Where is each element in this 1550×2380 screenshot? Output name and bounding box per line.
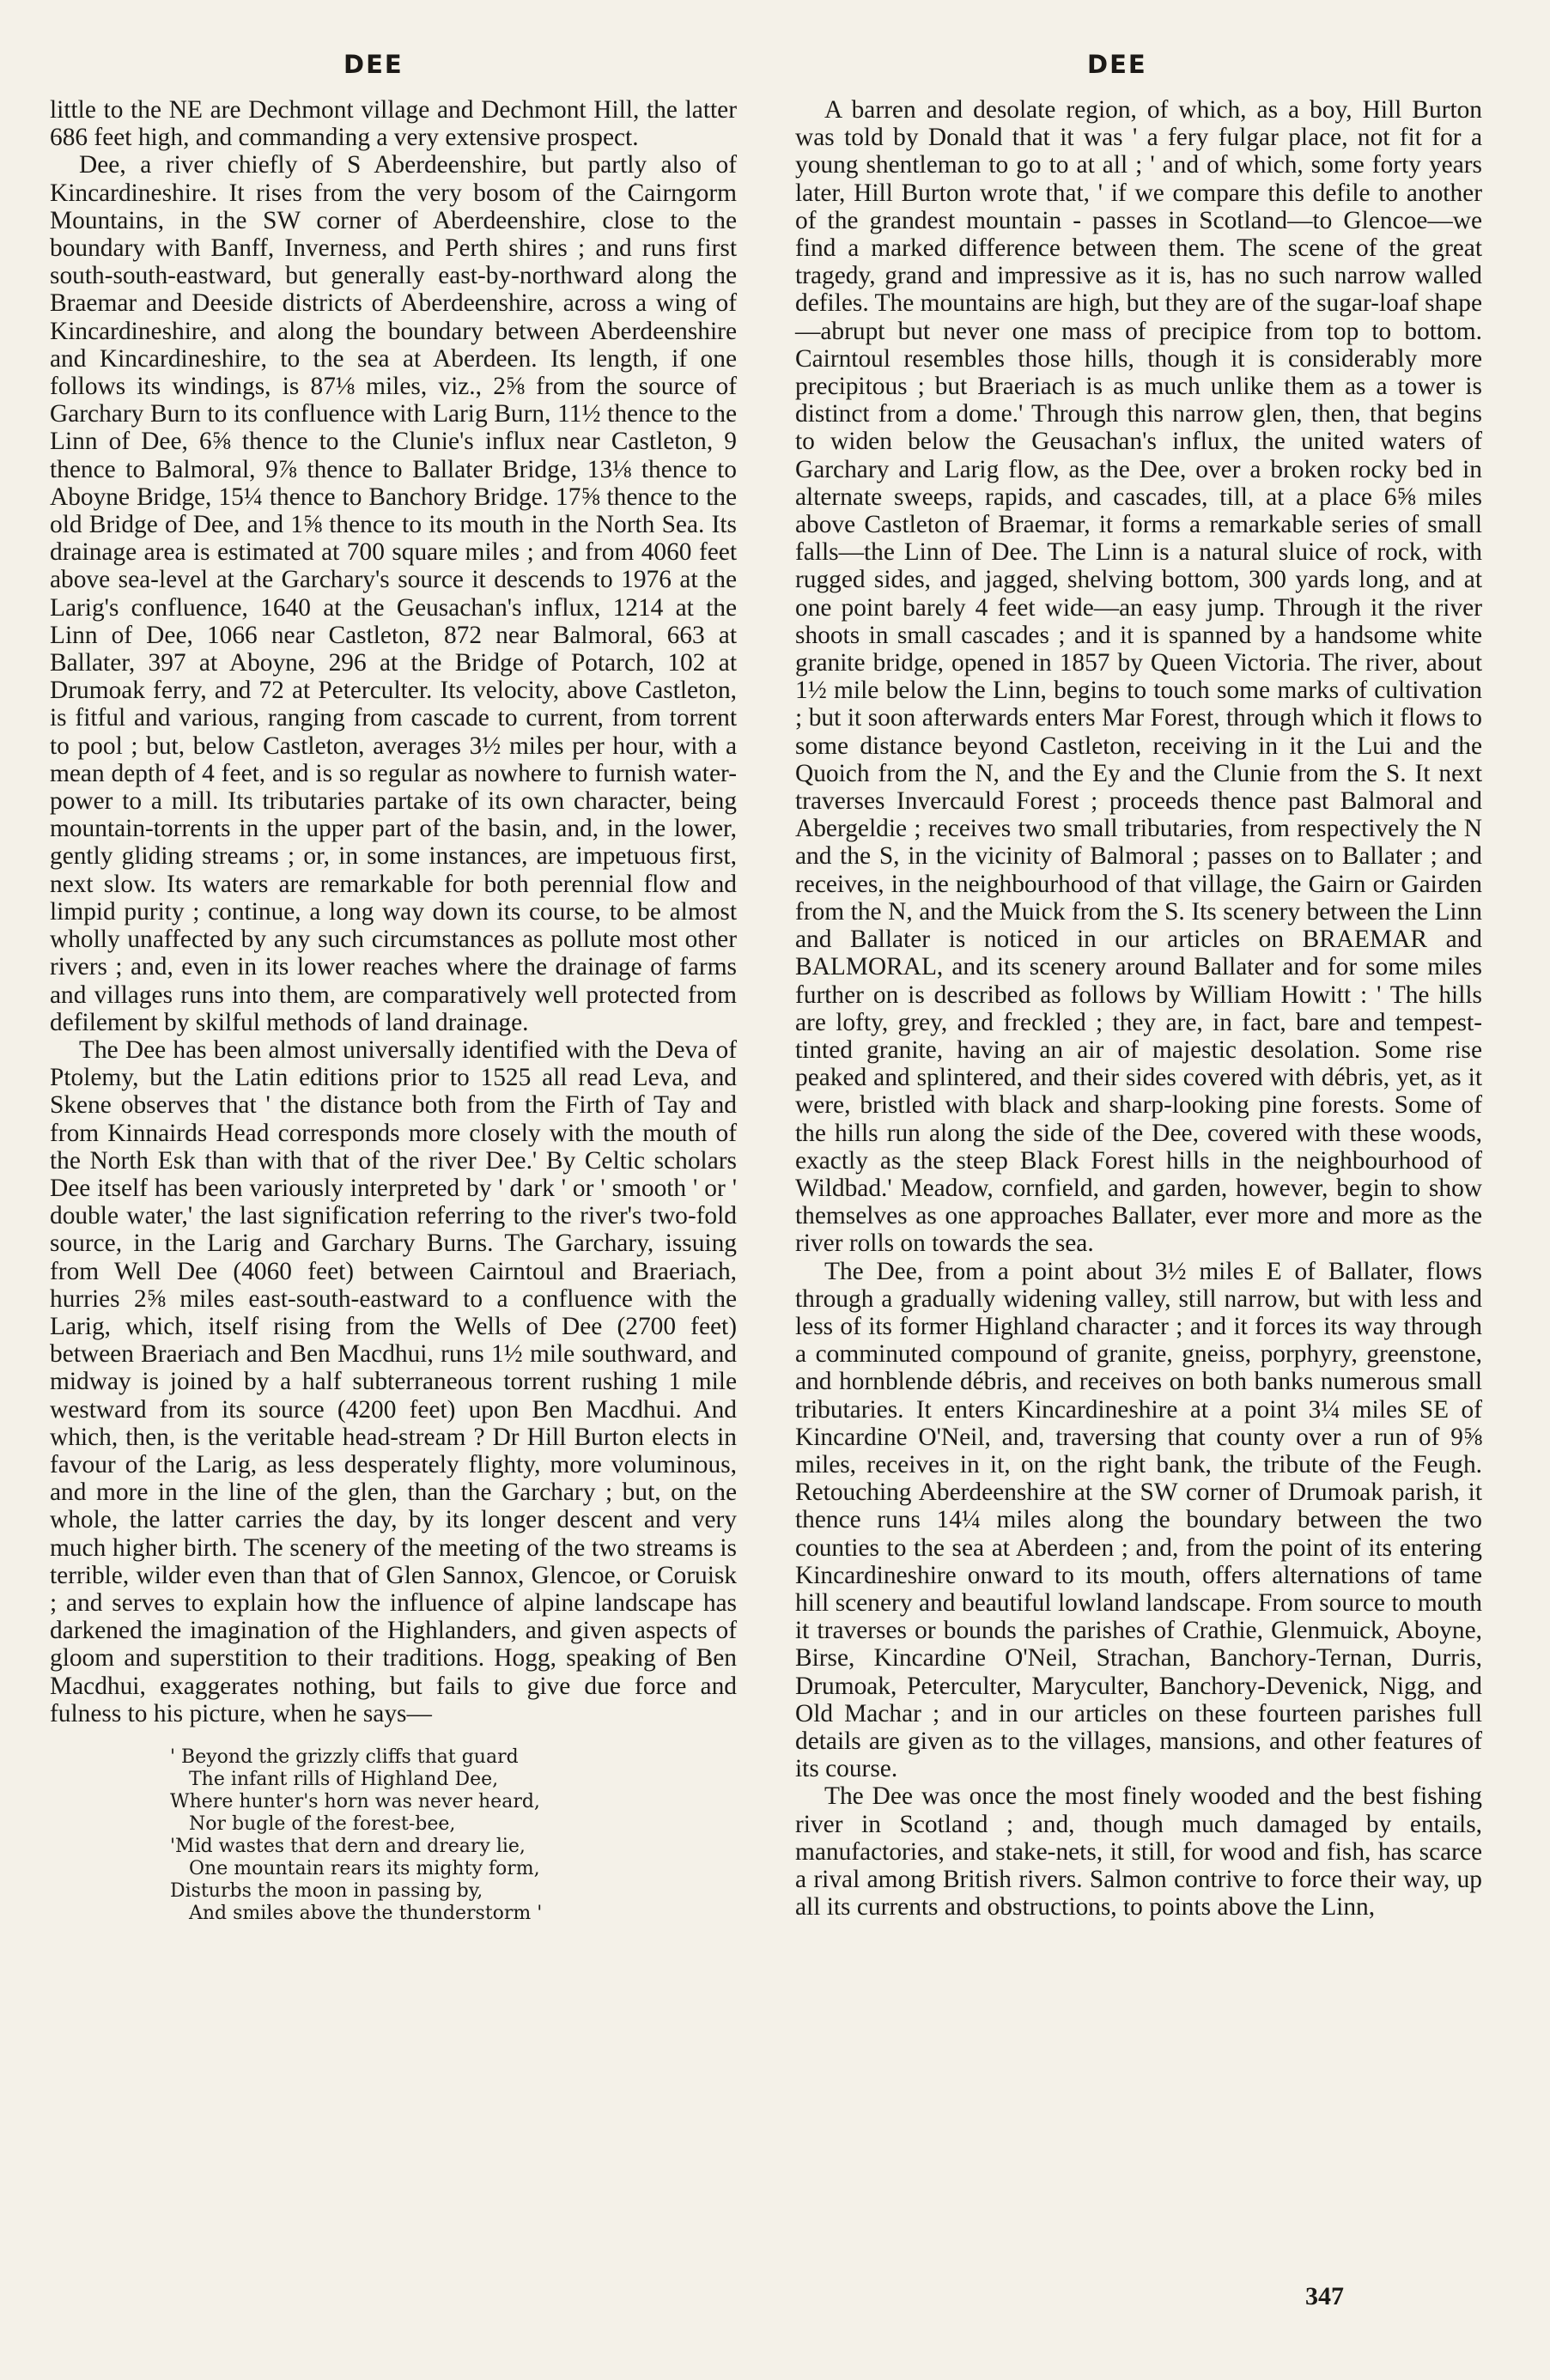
verse-line: Where hunter's horn was never heard, xyxy=(170,1790,540,1812)
verse-line: Nor bugle of the forest-bee, xyxy=(189,1812,456,1835)
verse-line: And smiles above the thunderstorm ' xyxy=(189,1902,543,1924)
running-header-left: DEE xyxy=(343,50,404,79)
paragraph: little to the NE are Dechmont village and Dechmont Hill, the latter 686 feet high, and commanding a very extensive prospect. xyxy=(50,96,737,152)
verse-line: Disturbs the moon in passing by, xyxy=(170,1879,483,1902)
right-column xyxy=(795,96,1482,1921)
verse-line: The infant rills of Highland Dee, xyxy=(189,1768,499,1790)
page-number: 347 xyxy=(1305,2282,1344,2310)
paragraph: The Dee has been almost universally identified with the Deva of Ptolemy, but the Latin editions prior to 1525 all read Leva, and Skene observes that ' the distance both from the Firth of Tay and from Kinnairds Head corresponds more closely with the mouth of the North Esk than with that of the river Dee.' By Celtic scholars Dee itself has been variously interpreted by ' dark ' or ' smooth ' or ' double water,' the last signification referring to the river's two-fold source, in the Larig and Garchary Burns. The Garchary, issuing from Well Dee (4060 feet) between Cairntoul and Braeriach, hurries 2⅝ miles east-south-eastward to a confluence with the Larig, which, itself rising from the Wells of Dee (2700 feet) between Braeriach and Ben Macdhui, runs 1½ mile southward, and midway is joined by a half subterraneous torrent rushing 1 mile westward from its source (4200 feet) upon Ben Macdhui. And which, then, is the veritable head-stream ? Dr Hill Burton elects in favour of the Larig, as less desperately flighty, more voluminous, and more in the line of the glen, than the Garchary ; but, on the whole, the latter carries the day, by its longer descent and very much higher birth. The scenery of the meeting of the two streams is terrible, wilder even than that of Glen Sannox, Glencoe, or Coruisk ; and serves to explain how the influence of alpine landscape has darkened the imagination of the Highlanders, and given aspects of gloom and superstition to their traditions. Hogg, speaking of Ben Macdhui, exaggerates nothing, but fails to give due force and fulness to his picture, when he says— xyxy=(50,1035,737,1727)
paragraph: The Dee was once the most finely wooded and the best fishing river in Scotland ; and, though much damaged by entails, manufactories, and stake-nets, it still, for wood and fish, has scarce a rival among British rivers. Salmon contrive to force their way, up all its currents and obstructions, to points above the Linn, xyxy=(795,1782,1482,1922)
verse-line: One mountain rears its mighty form, xyxy=(189,1857,540,1879)
verse-quote xyxy=(170,1746,737,1925)
paragraph-dee-entry: Dee, a river chiefly of S Aberdeenshire, but partly also of Kincardineshire. It rises from the very bosom of the Cairngorm Mountains, in the SW corner of Aberdeenshire, close to the boundary with Banff, Inverness, and Perth shires ; and runs first south-south-eastward, but generally east-by-northward along the Braemar and Deeside districts of Aberdeenshire, across a wing of Kincardineshire, and along the boundary between Aberdeenshire and Kincardineshire, to the sea at Aberdeen. Its length, if one follows its windings, is 87⅛ miles, viz., 2⅝ from the source of Garchary Burn to its confluence with Larig Burn, 11½ thence to the Linn of Dee, 6⅝ thence to the Clunie's influx near Castleton, 9 thence to Balmoral, 9⅞ thence to Ballater Bridge, 13⅛ thence to Aboyne Bridge, 15¼ thence to Banchory Bridge. 17⅝ thence to the old Bridge of Dee, and 1⅝ thence to its mouth in the North Sea. Its drainage area is estimated at 700 square miles ; and from 4060 feet above sea-level at the Garchary's source it descends to 1976 at the Larig's confluence, 1640 at the Geusachan's influx, 1214 at the Linn of Dee, 1066 near Castleton, 872 near Balmoral, 663 at Ballater, 397 at Aboyne, 296 at the Bridge of Potarch, 102 at Drumoak ferry, and 72 at Peterculter. Its velocity, above Castleton, is fitful and various, ranging from cascade to current, from torrent to pool ; but, below Castleton, averages 3½ miles per hour, with a mean depth of 4 feet, and is so regular as nowhere to furnish water-power to a mill. Its tributaries partake of its own character, being mountain-torrents in the upper part of the basin, and, in the lower, gently gliding streams ; or, in some instances, are impetuous first, next slow. Its waters are remarkable for both perennial flow and limpid purity ; continue, a long way down its course, to be almost wholly unaffected by any such circumstances as pollute most other rivers ; and, even in its lower reaches where the drainage of farms and villages runs into them, are comparatively well protected from defilement by skilful methods of land drainage. xyxy=(50,151,737,1036)
paragraph: A barren and desolate region, of which, as a boy, Hill Burton was told by Donald that it was ' a fery fulgar place, not fit for a young shentleman to go to at all ; ' and of which, some forty years later, Hill Burton wrote that, ' if we compare this defile to another of the grandest mountain - passes in Scotland—to Glencoe—we find a marked difference between them. The scene of the great tragedy, grand and impressive as it is, has no such narrow walled defiles. The mountains are high, but they are of the sugar-loaf shape—abrupt but never one mass of precipice from top to bottom. Cairntoul resembles those hills, though it is considerably more precipitous ; but Braeriach is as much unlike them as a tower is distinct from a dome.' Through this narrow glen, then, that begins to widen below the Geusachan's influx, the united waters of Garchary and Larig flow, as the Dee, over a broken rocky bed in alternate sweeps, rapids, and cascades, till, at a place 6⅝ miles above Castleton of Braemar, it forms a remarkable series of small falls—the Linn of Dee. The Linn is a natural sluice of rock, with rugged sides, and jagged, shelving bottom, 300 yards long, and at one point barely 4 feet wide—an easy jump. Through it the river shoots in small cascades ; and it is spanned by a handsome white granite bridge, opened in 1857 by Queen Victoria. The river, about 1½ mile below the Linn, begins to touch some marks of cultivation ; but it soon afterwards enters Mar Forest, through which it flows to some distance beyond Castleton, receiving in it the Lui and the Quoich from the N, and the Ey and the Clunie from the S. It next traverses Invercauld Forest ; proceeds thence past Balmoral and Abergeldie ; receives two small tributaries, from respectively the N and the S, in the vicinity of Balmoral ; passes on to Ballater ; and receives, in the neighbourhood of that village, the Gairn or Gairden from the N, and the Muick from the S. Its scenery between the Linn and Ballater is noticed in our articles on BRAEMAR and BALMORAL, and its scenery around Ballater and for some miles further on is described as follows by William Howitt : ' The hills are lofty, grey, and freckled ; they are, in fact, bare and tempest-tinted granite, having an air of majestic desolation. Some rise peaked and splintered, and their sides covered with débris, yet, as it were, bristled with black and sharp-looking pine forests. Some of the hills run along the side of the Dee, covered with these woods, exactly as the steep Black Forest hills in the neighbourhood of Wildbad.' Meadow, cornfield, and garden, however, begin to show themselves as one approaches Ballater, ever more and more as the river rolls on towards the sea. xyxy=(795,96,1482,1258)
verse-line: 'Mid wastes that dern and dreary lie, xyxy=(170,1835,526,1857)
verse-line: ' Beyond the grizzly cliffs that guard xyxy=(170,1746,519,1768)
paragraph: The Dee, from a point about 3½ miles E of Ballater, flows through a gradually widening valley, still narrow, but with less and less of its former Highland character ; and it forces its way through a comminuted compound of granite, gneiss, porphyry, greenstone, and hornblende débris, and receives on both banks numerous small tributaries. It enters Kincardineshire at a point 3¼ miles SE of Kincardine O'Neil, and, traversing that county over a run of 9⅝ miles, receives in it, on the right bank, the tribute of the Feugh. Retouching Aberdeenshire at the SW corner of Drumoak parish, it thence runs 14¼ miles along the boundary between the two counties to the sea at Aberdeen ; and, from the point of its entering Kincardineshire onward to its mouth, offers alternations of tame hill scenery and beautiful lowland landscape. From source to mouth it traverses or bounds the parishes of Crathie, Glenmuick, Aboyne, Birse, Kincardine O'Neil, Strachan, Banchory-Ternan, Durris, Drumoak, Peterculter, Maryculter, Banchory-Devenick, Nigg, and Old Machar ; and in our articles on these fourteen parishes full details are given as to the villages, mansions, and other features of its course. xyxy=(795,1257,1482,1783)
left-column xyxy=(50,96,737,1925)
running-header-right: DEE xyxy=(1087,50,1147,79)
